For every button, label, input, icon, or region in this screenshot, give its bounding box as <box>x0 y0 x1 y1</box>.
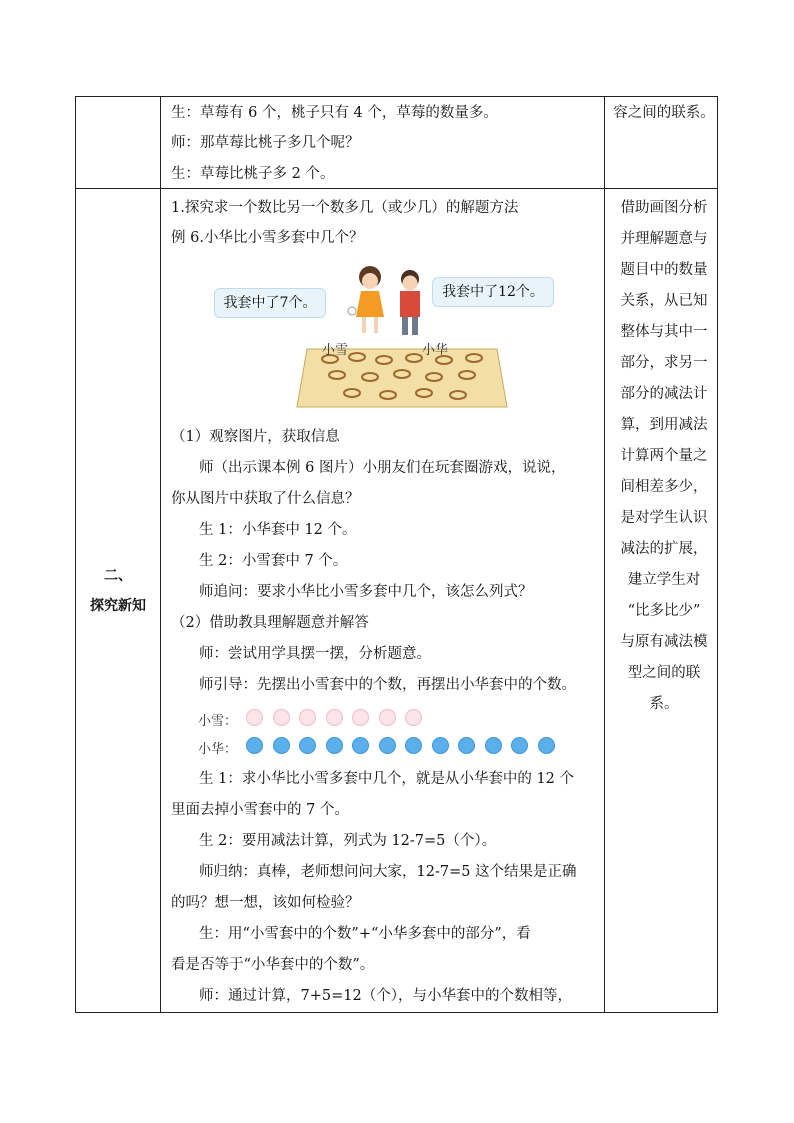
design-note-line: 部分的减法计 <box>620 386 708 402</box>
column-divider <box>160 97 161 1012</box>
design-note-line: 并理解题意与 <box>620 231 708 247</box>
ring-dot-xiaohua <box>405 737 422 754</box>
ring-dot-xiaoxue <box>379 709 396 726</box>
ring-dot-xiaohua <box>458 737 475 754</box>
design-note-line: 部分，求另一 <box>620 355 708 371</box>
paragraph: 生 1：求小华比小雪多套中几个，就是从小华套中的 12 个 <box>199 771 575 787</box>
section-number: 二、 <box>104 568 132 584</box>
ring-dot-xiaohua <box>299 737 316 754</box>
design-note-line: 题目中的数量 <box>620 262 708 278</box>
ring-dot-xiaohua <box>538 737 555 754</box>
speech-bubble-xiaoxue: 我套中了7个。 <box>214 288 326 318</box>
paragraph: 你从图片中获取了什么信息？ <box>171 491 360 507</box>
design-note-line: 建立学生对 <box>627 572 701 588</box>
ring-dot-xiaohua <box>326 737 343 754</box>
ring-dot-xiaohua <box>511 737 528 754</box>
paragraph: 师引导：先摆出小雪套中的个数，再摆出小华套中的个数。 <box>199 677 576 693</box>
design-note-line: 型之间的联 <box>627 665 701 681</box>
ring-dot-xiaohua <box>352 737 369 754</box>
name-label-xiaohua: 小华 <box>422 343 449 358</box>
step2-title: （2）借助教具理解题意并解答 <box>171 615 369 631</box>
column-divider <box>604 97 605 1012</box>
dialogue-line: 师：那草莓比桃子多几个呢？ <box>171 135 360 151</box>
paragraph: 生 2：要用减法计算，列式为 12-7=5（个）。 <box>199 833 497 849</box>
lesson-table <box>75 96 718 1013</box>
content-heading: 1.探究求一个数比另一个数多几（或少几）的解题方法 <box>171 200 519 216</box>
dot-row-xiaoxue <box>246 709 422 726</box>
ring-dot-xiaohua <box>432 737 449 754</box>
paragraph: 生 2：小雪套中 7 个。 <box>199 553 348 569</box>
ring-dot-xiaoxue <box>246 709 263 726</box>
section-title: 探究新知 <box>90 598 146 614</box>
ring-dot-xiaohua <box>485 737 502 754</box>
design-note-tail: 容之间的联系。 <box>613 105 715 121</box>
ring-toss-illustration <box>212 257 557 409</box>
design-note-line: 与原有减法模 <box>620 634 708 650</box>
ring-dot-xiaoxue <box>299 709 316 726</box>
design-note-line: 间相差多少， <box>620 479 708 495</box>
ring-dot-xiaoxue <box>273 709 290 726</box>
dialogue-line: 生：草莓有 6 个，桃子只有 4 个，草莓的数量多。 <box>171 105 498 121</box>
dot-label-xiaohua: 小华： <box>198 742 238 757</box>
paragraph: 师（出示课本例 6 图片）小朋友们在玩套圈游戏，说说， <box>199 460 566 476</box>
design-note-line: 系。 <box>649 696 679 712</box>
paragraph: 师归纳：真棒，老师想问问大家，12-7=5 这个结果是正确 <box>199 864 577 880</box>
design-note-line: 计算两个量之 <box>620 448 708 464</box>
dot-row-xiaohua <box>246 737 555 754</box>
speech-bubble-xiaohua: 我套中了12个。 <box>432 277 554 307</box>
name-label-xiaoxue: 小雪 <box>322 343 349 358</box>
design-note-line: 算，到用减法 <box>620 417 708 433</box>
design-note-line: “比多比少” <box>627 603 701 619</box>
ring-dot-xiaoxue <box>326 709 343 726</box>
design-note-line: 关系，从已知 <box>620 293 708 309</box>
design-note-line: 整体与其中一 <box>620 324 708 340</box>
paragraph: 师：尝试用学具摆一摆，分析题意。 <box>199 646 431 662</box>
paragraph: 的吗？想一想，该如何检验？ <box>171 895 360 911</box>
ring-dot-xiaohua <box>273 737 290 754</box>
row-divider <box>76 188 717 189</box>
ring-dot-xiaoxue <box>405 709 422 726</box>
children-and-board-drawing <box>212 257 557 409</box>
paragraph: 生 1：小华套中 12 个。 <box>199 522 357 538</box>
paragraph: 师：通过计算，7+5=12（个），与小华套中的个数相等， <box>199 988 572 1004</box>
ring-dot-xiaoxue <box>352 709 369 726</box>
example-title: 例 6.小华比小雪多套中几个？ <box>171 230 364 246</box>
design-note-line: 是对学生认识 <box>620 510 708 526</box>
paragraph: 里面去掉小雪套中的 7 个。 <box>171 802 349 818</box>
ring-dot-xiaohua <box>246 737 263 754</box>
ring-dot-xiaohua <box>379 737 396 754</box>
design-note-line: 减法的扩展， <box>620 541 708 557</box>
design-note-line: 借助画图分析 <box>620 200 708 216</box>
dialogue-line: 生：草莓比桃子多 2 个。 <box>171 166 335 182</box>
step1-title: （1）观察图片，获取信息 <box>171 429 340 445</box>
paragraph: 生：用“小雪套中的个数”+“小华多套中的部分”，看 <box>199 926 531 942</box>
paragraph: 看是否等于“小华套中的个数”。 <box>171 957 375 973</box>
paragraph: 师追问：要求小华比小雪多套中几个，该怎么列式？ <box>199 584 533 600</box>
dot-label-xiaoxue: 小雪： <box>198 714 238 729</box>
